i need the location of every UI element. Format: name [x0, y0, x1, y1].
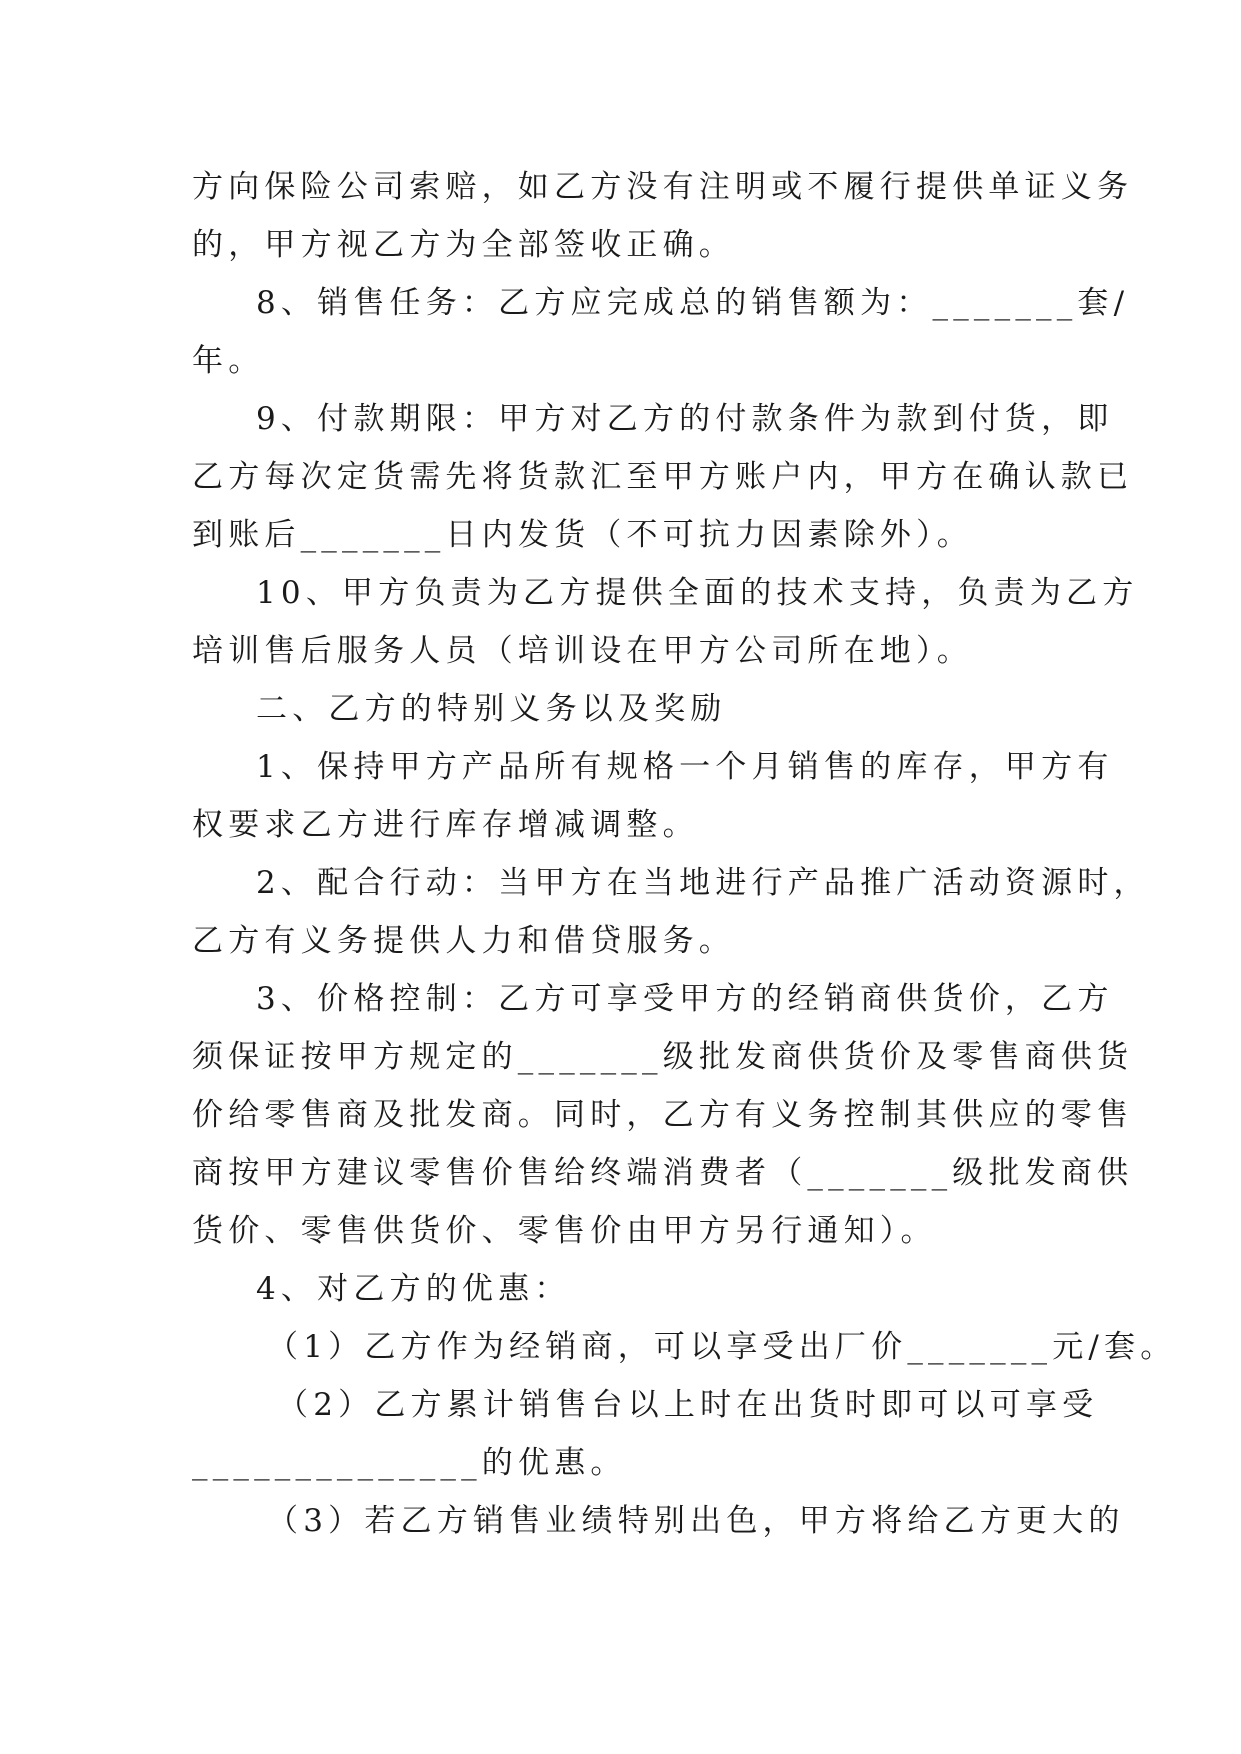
text-line: 2、配合行动：当甲方在当地进行产品推广活动资源时， [256, 865, 1150, 901]
text-line: （1）乙方作为经销商，可以享受出厂价_______元/套。 [267, 1329, 1177, 1365]
text-line: 年。 [192, 343, 265, 379]
text-line: 3、价格控制：乙方可享受甲方的经销商供货价，乙方 [256, 981, 1114, 1017]
text-line: 权要求乙方进行库存增减调整。 [192, 807, 699, 843]
text-line: 培训售后服务人员（培训设在甲方公司所在地）。 [192, 633, 973, 669]
text-line: 方向保险公司索赔，如乙方没有注明或不履行提供单证义务 [192, 169, 1134, 205]
text-line: 须保证按甲方规定的_______级批发商供货价及零售商供货 [192, 1039, 1134, 1075]
text-line: 价给零售商及批发商。同时，乙方有义务控制其供应的零售 [192, 1097, 1134, 1133]
text-line: ______________的优惠。 [192, 1445, 627, 1481]
text-line: 货价、零售供货价、零售价由甲方另行通知）。 [192, 1213, 937, 1249]
text-line: 8、销售任务：乙方应完成总的销售额为：_______套/ [256, 285, 1130, 321]
text-line: （3）若乙方销售业绩特别出色，甲方将给乙方更大的 [267, 1503, 1125, 1539]
text-line: 的，甲方视乙方为全部签收正确。 [192, 227, 735, 263]
text-line: 到账后_______日内发货（不可抗力因素除外）。 [192, 517, 973, 553]
text-line: 1、保持甲方产品所有规格一个月销售的库存，甲方有 [256, 749, 1114, 785]
text-line: 10、甲方负责为乙方提供全面的技术支持，负责为乙方 [256, 575, 1139, 611]
text-line: 乙方每次定货需先将货款汇至甲方账户内，甲方在确认款已 [192, 459, 1134, 495]
text-line: （2）乙方累计销售台以上时在出货时即可以可享受 [277, 1387, 1099, 1423]
text-line: 9、付款期限：甲方对乙方的付款条件为款到付货，即 [256, 401, 1114, 437]
document-body [192, 158, 1177, 1550]
text-line: 4、对乙方的优惠： [256, 1271, 571, 1307]
text-line: 商按甲方建议零售价售给终端消费者（_______级批发商供 [192, 1155, 1134, 1191]
section-heading: 二、乙方的特别义务以及奖励 [256, 691, 727, 727]
text-line: 乙方有义务提供人力和借贷服务。 [192, 923, 735, 959]
